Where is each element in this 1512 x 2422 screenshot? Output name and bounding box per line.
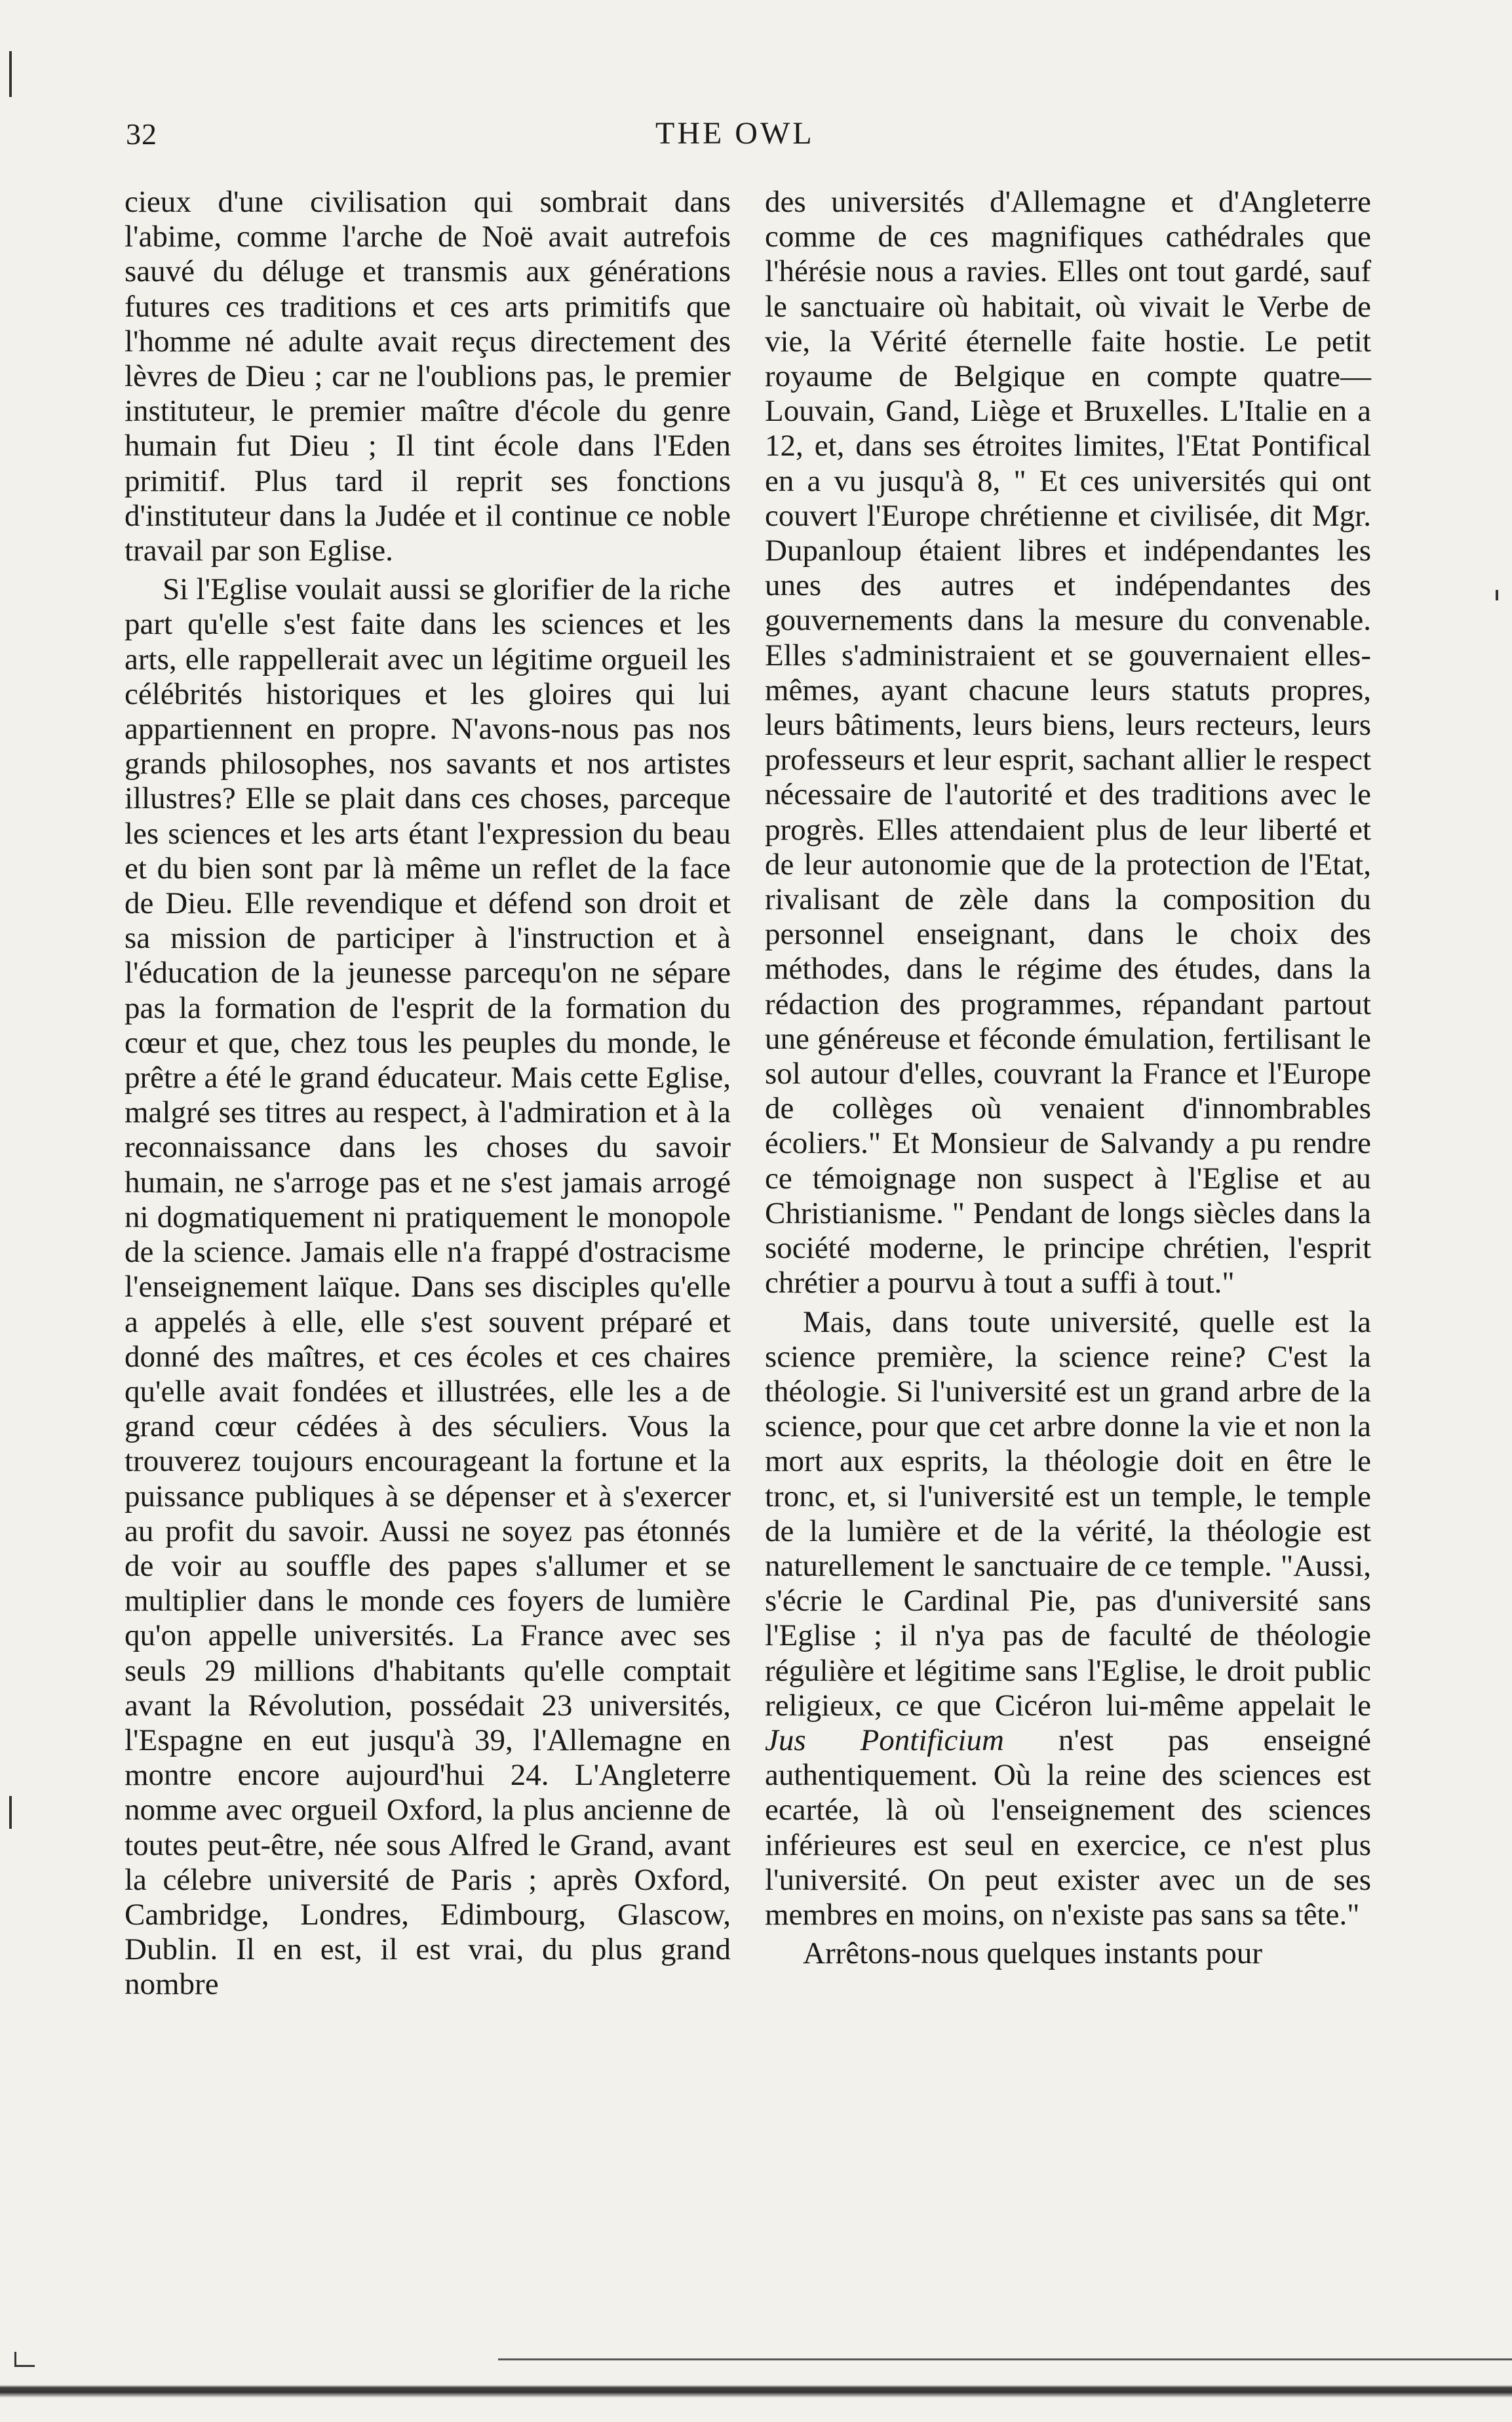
paragraph: [765, 1305, 1371, 1933]
right-column: [765, 185, 1371, 2315]
italic-term: Jus Pontificium: [765, 1723, 1004, 1757]
page-number: 32: [126, 117, 157, 151]
scan-bottom-edge: [0, 2379, 1512, 2398]
paragraph: Si l'Eglise voulait aussi se glorifier de la riche part qu'elle s'est faite dans les sciences et les arts, elle rappellerait avec un légitime orgueil les célébrités historiques et les gloires qui lui appartiennent en propre. N'avons-nous pas nos grands philosophes, nos savants et nos artistes illustres? Elle se plait dans ces choses, parceque les sciences et les arts étant l'expression du beau et du bien sont par là même un reflet de la face de Dieu. Elle revendique et défend son droit et sa mission de participer à l'instruction et à l'éducation de la jeunesse parcequ'on ne sépare pas la formation de l'esprit de la formation du cœur et que, chez tous les peuples du monde, le prêtre a été le grand éducateur. Mais cette Eglise, malgré ses titres au respect, à l'admiration et à la reconnaissance dans les choses du savoir humain, ne s'arroge pas et ne s'est jamais arrogé ni dogmatiquement ni pratiquement le monopole de la science. Jamais elle n'a frappé d'ostracisme l'enseignement laïque. Dans ses disciples qu'elle a appelés à elle, elle s'est souvent préparé et donné des maîtres, et ces écoles et ces chaires qu'elle avait fondées et illustrées, elle les a de grand cœur cédées à des séculiers. Vous la trouverez toujours encourageant la fortune et la puissance publiques à se dépenser et à s'exercer au profit du savoir. Aussi ne soyez pas étonnés de voir au souffle des papes s'allumer et se multiplier dans le monde ces foyers de lumière qu'on appelle universités. La France avec ses seuls 29 millions d'habitants qu'elle comptait avant la Révolution, possédait 23 universités, l'Espagne en eut jusqu'à 39, l'Allemagne en montre encore aujourd'hui 24. L'Angleterre nomme avec orgueil Oxford, la plus ancienne de toutes peut-être, née sous Alfred le Grand, avant la célebre université de Paris ; après Oxford, Cambridge, Londres, Edimbourg, Glascow, Dublin. Il en est, il est vrai, du plus grand nombre: [125, 572, 731, 2002]
paragraph: Arrêtons-nous quelques instants pour: [803, 1936, 1262, 1971]
paragraph-text: n'est pas enseigné authentiquement. Où la reine des sciences est ecartée, là où l'enseignement des sciences inférieures est seul en exercice, ce n'est plus l'université. On peut exister avec un de ses membres en moins, on n'existe pas sans sa tête.": [765, 1723, 1372, 1932]
scan-rule: [498, 2358, 1512, 2360]
scan-edge-mark: [9, 1796, 12, 1829]
scan-corner-mark: [14, 2352, 35, 2367]
scan-edge-mark: [9, 51, 12, 97]
paragraph: des universités d'Allemagne et d'Angleterre comme de ces magnifiques cathédrales que l'hérésie nous a ravies. Elles ont tout gardé, sauf le sanctuaire où habitait, où vivait le Verbe de vie, la Vérité éternelle faite hostie. Le petit royaume de Belgique en compte quatre—Louvain, Gand, Liège et Bruxelles. L'Italie en a 12, et, dans ses étroites limites, l'Etat Pontifical en a vu jusqu'à 8, " Et ces universités qui ont couvert l'Europe chrétienne et civilisée, dit Mgr. Dupanloup étaient libres et indépendantes les unes des autres et indépendantes des gouvernements dans la mesure du convenable. Elles s'administraient et se gouvernaient elles-mêmes, ayant chacune leurs statuts propres, leurs bâtiments, leurs biens, leurs recteurs, leurs professeurs et leur esprit, sachant allier le respect nécessaire de l'autorité et des traditions avec le progrès. Elles attendaient plus de leur liberté et de leur autonomie que de la protection de l'Etat, rivalisant de zèle dans la composition du personnel enseignant, dans le choix des méthodes, dans le régime des études, dans la rédaction des programmes, répandant partout une généreuse et féconde émulation, fertilisant le sol autour d'elles, couvrant la France et l'Europe de collèges où venaient d'innombrables écoliers." Et Monsieur de Salvandy a pu rendre ce témoignage non suspect à l'Eglise et au Christianisme. " Pendant de longs siècles dans la société moderne, le principe chrétien, l'esprit chrétier a pourvu à tout a suffi à tout.": [765, 185, 1371, 1300]
paragraph: cieux d'une civilisation qui sombrait dans l'abime, comme l'arche de Noë avait autrefois sauvé du déluge et transmis aux générations futures ces traditions et ces arts primitifs que l'homme né adulte avait reçus directement des lèvres de Dieu ; car ne l'oublions pas, le premier instituteur, le premier maître d'école du genre humain fut Dieu ; Il tint école dans l'Eden primitif. Plus tard il reprit ses fonctions d'instituteur dans la Judée et il continue ce noble travail par son Eglise.: [125, 185, 731, 568]
scan-edge-mark: [1496, 590, 1498, 600]
running-head: THE OWL: [655, 116, 815, 151]
left-column: [125, 185, 731, 2315]
paragraph-text: Mais, dans toute université, quelle est la science première, la science reine? C'est la théologie. Si l'université est un grand arbre de la science, pour que cet arbre donne la vie et non la mort aux esprits, la théologie doit en être le tronc, et, si l'université est un temple, le temple de la lumière et de la vérité, la théologie est naturellement le sanctuaire de ce temple. "Aussi, s'écrie le Cardinal Pie, pas d'université sans l'Eglise ; il n'ya pas de faculté de théologie régulière et légitime sans l'Eglise, le droit public religieux, ce que Cicéron lui-même appelait le: [765, 1304, 1371, 1723]
